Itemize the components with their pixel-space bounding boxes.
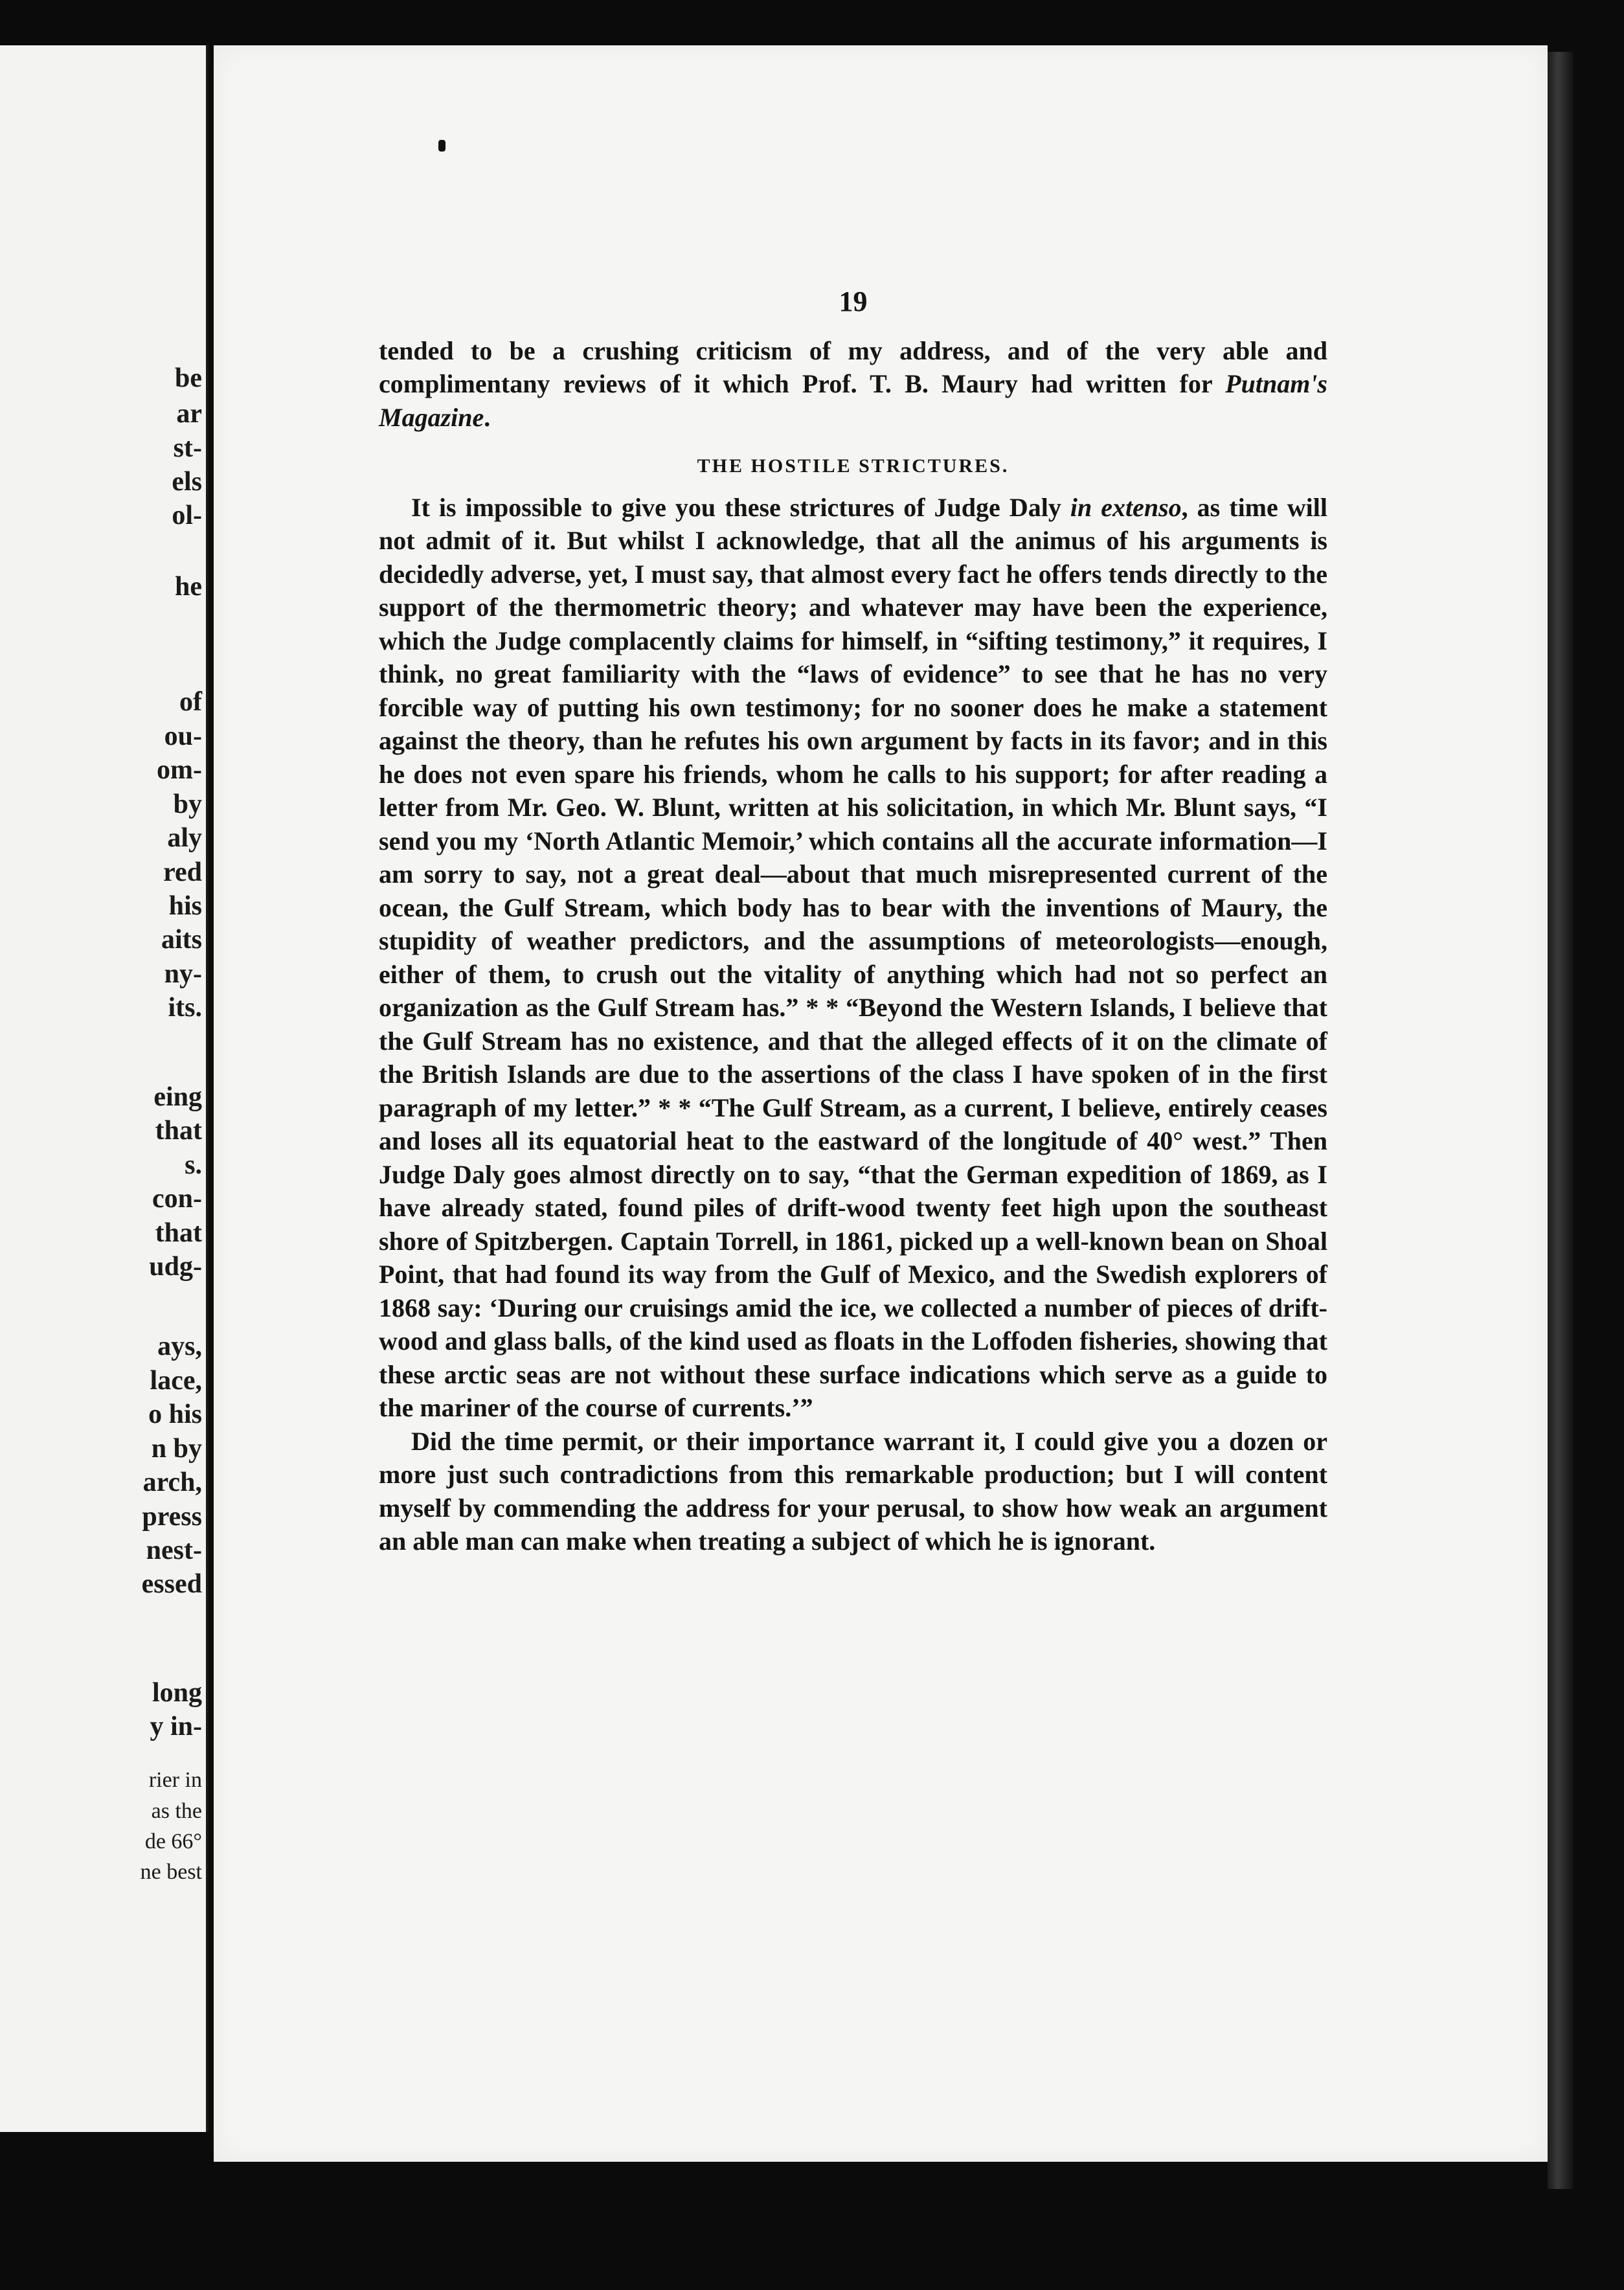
paragraph-text: It is impossible to give you these strictures of Judge Daly	[411, 492, 1070, 522]
opening-paragraph-end: .	[484, 402, 491, 432]
section-heading: THE HOSTILE STRICTURES.	[697, 455, 1009, 477]
opening-paragraph-text: tended to be a crushing criticism of my address, and of the very able and complimentany reviews of it which Prof. T. B. Maury had written for	[379, 335, 1327, 398]
left-fragment: press	[142, 1502, 202, 1532]
left-fragment: udg-	[149, 1252, 202, 1282]
left-fragment: con-	[152, 1184, 202, 1214]
left-fragment: he	[175, 572, 202, 602]
left-fragment: long	[152, 1678, 202, 1708]
opening-paragraph	[379, 334, 1327, 435]
left-fragment: st-	[173, 433, 202, 463]
paragraph-hostile-strictures	[379, 491, 1327, 1425]
left-fragment: aits	[161, 925, 202, 955]
left-fragment: be	[175, 363, 202, 393]
left-fragment: nest-	[146, 1536, 202, 1565]
left-fragment: n by	[151, 1434, 202, 1464]
left-fragment: rier in	[148, 1768, 202, 1792]
magazine-title: Putnam's Magazine	[379, 369, 1327, 432]
left-fragment: lace,	[150, 1366, 202, 1396]
left-fragment: that	[155, 1218, 202, 1248]
left-fragment: eing	[153, 1082, 202, 1112]
left-fragment: that	[155, 1116, 202, 1146]
left-fragment: ne best	[140, 1860, 202, 1884]
left-fragment: de 66°	[144, 1830, 202, 1854]
left-fragment: y in-	[150, 1712, 202, 1741]
left-fragment: ol-	[172, 501, 202, 530]
left-page	[0, 45, 209, 2132]
book-edge	[1548, 52, 1573, 2189]
left-fragment: o his	[148, 1400, 202, 1429]
left-fragment: ays,	[157, 1332, 202, 1361]
left-fragment: arch,	[142, 1468, 202, 1497]
left-fragment: of	[179, 687, 202, 717]
left-fragment: els	[172, 467, 202, 497]
left-fragment: s.	[185, 1150, 202, 1180]
italic-phrase: in extenso	[1070, 492, 1182, 522]
page-content	[379, 285, 1327, 1558]
paragraph-text: , as time will not admit of it. But whilst I acknowledge, that all the animus of his arguments is decidedly adverse, yet, I must say, that almost every fact he offers tends directly to the support of the thermometric theory; and whatever may have been the experience, which the Judge complacently claims for himself, in “sifting testimony,” it requires, I think, no great familiarity with the “laws of evidence” to see that he has no very forcible way of putting his own testimony; for no sooner does he make a statement against the theory, than he refutes his own argument by facts in its favor; and in this he does not even spare his friends, whom he calls to his support; for after reading a letter from Mr. Geo. W. Blunt, written at his solicitation, in which Mr. Blunt says, “I send you my ‘North Atlantic Memoir,’ which contains all the accurate information—I am sorry to say, not a great deal—about that much misrepresented current of the ocean, the Gulf Stream, which body has to bear with the inventions of Maury, the stupidity of weather predictors, and the assumptions of meteorologists—enough, either of them, to crush out the vitality of anything which had not so perfect an organization as the Gulf Stream has.” * * “Beyond the Western Islands, I believe that the Gulf Stream has no existence, and that the alleged effects of it on the climate of the British Islands are due to the assertions of the class I have spoken of in the first paragraph of my letter.” * * “The Gulf Stream, as a current, I believe, entirely ceases and loses all its equatorial heat to the eastward of the longitude of 40° west.” Then Judge Daly goes almost directly on to say, “that the German expedition of 1869, as I have already stated, found piles of drift-wood twenty feet high upon the southeast shore of Spitzbergen. Captain Torrell, in 1861, picked up a well-known bean on Shoal Point, that had found its way from the Gulf of Mexico, and the Swedish explorers of 1868 say: ‘During our cruisings amid the ice, we collected a number of pieces of drift-wood and glass balls, of the kind used as floats in the Loffoden fisheries, showing that these arctic seas are not without these surface indications which serve as a guide to the mariner of the course of currents.’”	[379, 492, 1328, 1422]
left-fragment: his	[168, 891, 202, 921]
left-fragment: aly	[167, 823, 202, 853]
left-fragment: as the	[151, 1799, 202, 1823]
left-fragment: om-	[157, 755, 202, 785]
left-fragment: red	[163, 857, 202, 887]
left-fragment: ar	[176, 399, 202, 429]
left-fragment: its.	[168, 993, 202, 1023]
left-fragment: by	[173, 789, 202, 819]
left-fragment: ny-	[164, 959, 202, 989]
page-number: 19	[839, 286, 868, 317]
left-fragment: ou-	[164, 721, 202, 751]
paragraph-closing: Did the time permit, or their importance warrant it, I could give you a dozen or more just such contradictions from this remarkable production; but I will content myself by commending the address for your perusal, to show how weak an argument an able man can make when treating a subject of which he is ignorant.	[379, 1426, 1327, 1556]
ink-mark	[438, 140, 445, 152]
left-fragment: essed	[141, 1569, 202, 1599]
